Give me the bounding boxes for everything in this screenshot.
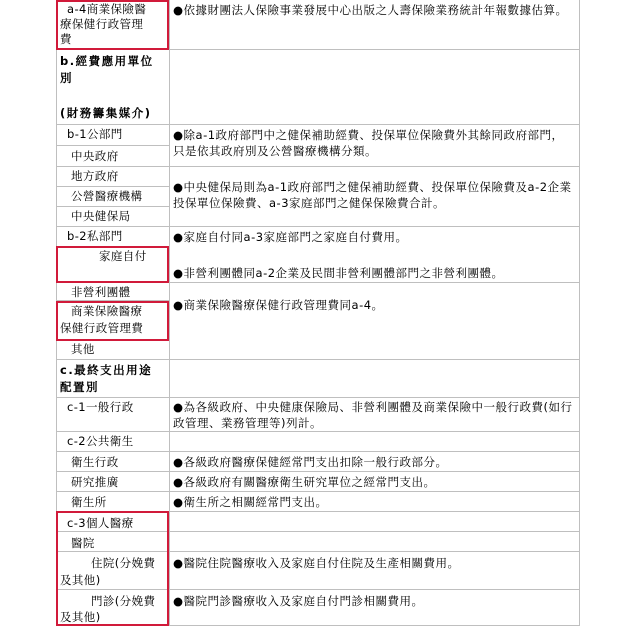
table-row-health-station [56, 492, 580, 512]
row-label: 及其他) [60, 573, 101, 587]
label-cell [56, 187, 170, 207]
row-label: 門診(分娩費 [91, 594, 156, 608]
row-label: 衛生行政 [71, 455, 119, 469]
desc-cell [170, 125, 580, 167]
desc-cell [170, 452, 580, 472]
desc-cell [170, 552, 580, 590]
desc-cell [170, 247, 580, 283]
row-label: 療保健行政管理 [60, 17, 144, 31]
label-cell [56, 207, 170, 227]
table-row-b1 [56, 125, 580, 167]
row-label: b-1公部門 [67, 127, 123, 141]
row-label: c-2公共衛生 [67, 434, 134, 448]
section-title: 配置別 [60, 380, 99, 394]
highlight-box [56, 301, 169, 341]
label-cell [56, 146, 170, 167]
table-row-research [56, 472, 580, 492]
row-description: ●非營利團體同a-2企業及民間非營利團體部門之非營利團體。 [173, 266, 504, 280]
row-label: 公營醫療機構 [71, 189, 143, 203]
health-expenditure-table [56, 0, 580, 626]
desc-cell [170, 0, 580, 50]
section-header-b [56, 50, 580, 125]
section-title: 別 [60, 71, 73, 85]
table-row-other [56, 340, 580, 360]
table-row-c1 [56, 398, 580, 432]
table-row-b2 [56, 227, 580, 247]
label-cell [56, 125, 170, 146]
table-row-health-admin [56, 452, 580, 472]
row-description: ●各級政府有關醫療衛生研究單位之經常門支出。 [173, 475, 436, 489]
desc-cell [170, 301, 580, 340]
row-label: 研究推廣 [71, 475, 119, 489]
desc-cell [170, 492, 580, 512]
row-description: ●醫院住院醫療收入及家庭自付住院及生產相關費用。 [173, 556, 460, 570]
label-cell [56, 432, 170, 452]
row-label: b-2私部門 [67, 229, 123, 243]
row-label: c-1一般行政 [67, 400, 134, 414]
row-description: ●家庭自付同a-3家庭部門之家庭自付費用。 [173, 230, 408, 244]
label-cell [56, 50, 170, 125]
section-title: c.最終支出用途 [60, 363, 153, 377]
row-label: 中央政府 [71, 149, 119, 163]
row-label: c-3個人醫療 [67, 516, 134, 530]
row-label: 醫院 [71, 536, 95, 550]
table-row-nonprofit [56, 283, 580, 312]
row-label: 家庭自付 [99, 249, 147, 263]
row-label: 中央健保局 [71, 209, 131, 223]
row-description: ●除a-1政府部門中之健保補助經費、投保單位保險費外其餘同政府部門，只是依其政府別及公營醫療機構分類。 [173, 128, 564, 158]
row-description: ●依據財團法人保險事業發展中心出版之人壽保險業務統計年報數據估算。 [173, 3, 568, 17]
desc-cell [170, 50, 580, 125]
row-label: 住院(分娩費 [91, 556, 156, 570]
row-label: 及其他) [60, 610, 101, 624]
row-label: 商業保險醫療 [71, 304, 143, 318]
desc-cell [170, 432, 580, 452]
table-row-c2 [56, 432, 580, 452]
row-label: 地方政府 [71, 169, 119, 183]
row-label: 其他 [71, 342, 95, 356]
row-description: ●醫院門診醫療收入及家庭自付門診相關費用。 [173, 594, 424, 608]
label-cell [56, 452, 170, 472]
desc-cell [170, 512, 580, 532]
highlight-box [56, 0, 169, 50]
row-description: ●商業保險醫療保健行政管理費同a-4。 [173, 298, 384, 312]
row-label: 保健行政管理費 [60, 321, 144, 335]
desc-cell [170, 340, 580, 360]
desc-cell [170, 167, 580, 227]
desc-cell [170, 227, 580, 247]
label-cell [56, 227, 170, 247]
section-header-c [56, 360, 580, 398]
highlight-box [56, 511, 169, 626]
row-label: 非營利團體 [71, 285, 131, 299]
row-description: ●為各級政府、中央健康保險局、非營利團體及商業保險中一般行政費(如行政管理、業務管理等)列計。 [173, 400, 573, 430]
label-cell [56, 398, 170, 432]
desc-cell [170, 398, 580, 432]
label-cell [56, 360, 170, 398]
desc-cell [170, 283, 580, 312]
label-cell [56, 340, 170, 360]
label-cell [56, 167, 170, 187]
row-description: ●衛生所之相關經常門支出。 [173, 495, 328, 509]
table-row-public-units [56, 167, 580, 227]
section-title: b.經費應用單位 [60, 54, 154, 68]
row-label: 費 [60, 32, 72, 46]
label-cell [56, 283, 170, 301]
section-subtitle: (財務籌集媒介) [60, 106, 152, 120]
row-label: a-4商業保險醫 [67, 2, 147, 16]
label-cell [56, 492, 170, 512]
label-cell [56, 472, 170, 492]
row-description: ●各級政府醫療保健經常門支出扣除一般行政部分。 [173, 455, 448, 469]
row-description: ●中央健保局則為a-1政府部門之健保補助經費、投保單位保險費及a-2企業投保單位保險費、a-3家庭部門之健保保險費合計。 [173, 180, 572, 210]
row-label: 衛生所 [71, 495, 107, 509]
desc-cell [170, 472, 580, 492]
desc-cell [170, 532, 580, 552]
desc-cell [170, 590, 580, 626]
highlight-box [56, 246, 169, 283]
desc-cell [170, 360, 580, 398]
